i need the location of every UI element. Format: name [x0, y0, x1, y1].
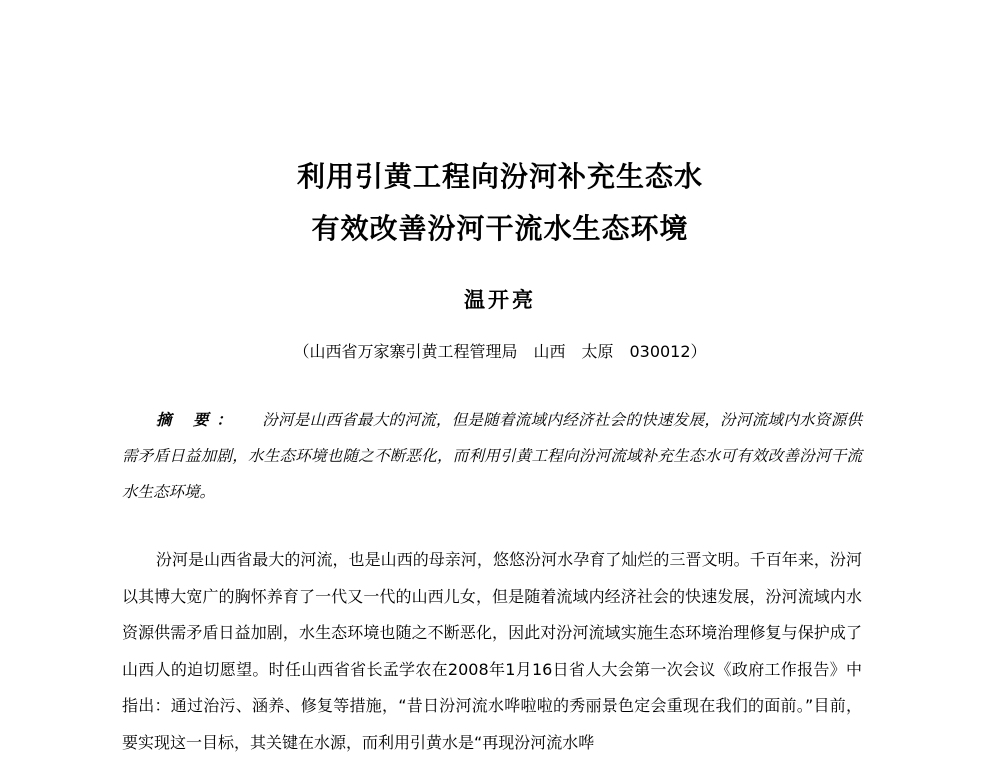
author-affiliation: （山西省万家寨引黄工程管理局 山西 太原 030012） [293, 342, 707, 361]
abstract [122, 402, 862, 510]
body-paragraph: 汾河是山西省最大的河流，也是山西的母亲河，悠悠汾河水孕育了灿烂的三晋文明。千百年来，汾河以其博大宽广的胸怀养育了一代又一代的山西儿女，但是随着流域内经济社会的快速发展，汾河流域内水资源供需矛盾日益加剧，水生态环境也随之不断恶化，因此对汾河流域实施生态环境治理修复与保护成了山西人的迫切愿望。时任山西省省长孟学农在2008年1月16日省人大会第一次会议《政府工作报告》中指出：通过治污、涵养、修复等措施，“昔日汾河流水哗啦啦的秀丽景色定会重现在我们的面前。”目前，要实现这一目标，其关键在水源，而利用引黄水是“再现汾河流水哗 [122, 550, 862, 752]
abstract-label: 摘 要： [156, 410, 240, 429]
title-line-1: 利用引黄工程向汾河补充生态水 [296, 160, 703, 193]
title-line-2: 有效改善汾河干流水生态环境 [311, 212, 689, 245]
author-name: 温开亮 [464, 287, 536, 312]
abstract-text: 汾河是山西省最大的河流，但是随着流域内经济社会的快速发展，汾河流域内水资源供需矛盾日益加剧，水生态环境也随之不断恶化，而利用引黄工程向汾河流域补充生态水可有效改善汾河干流水生态环境。 [122, 411, 862, 501]
